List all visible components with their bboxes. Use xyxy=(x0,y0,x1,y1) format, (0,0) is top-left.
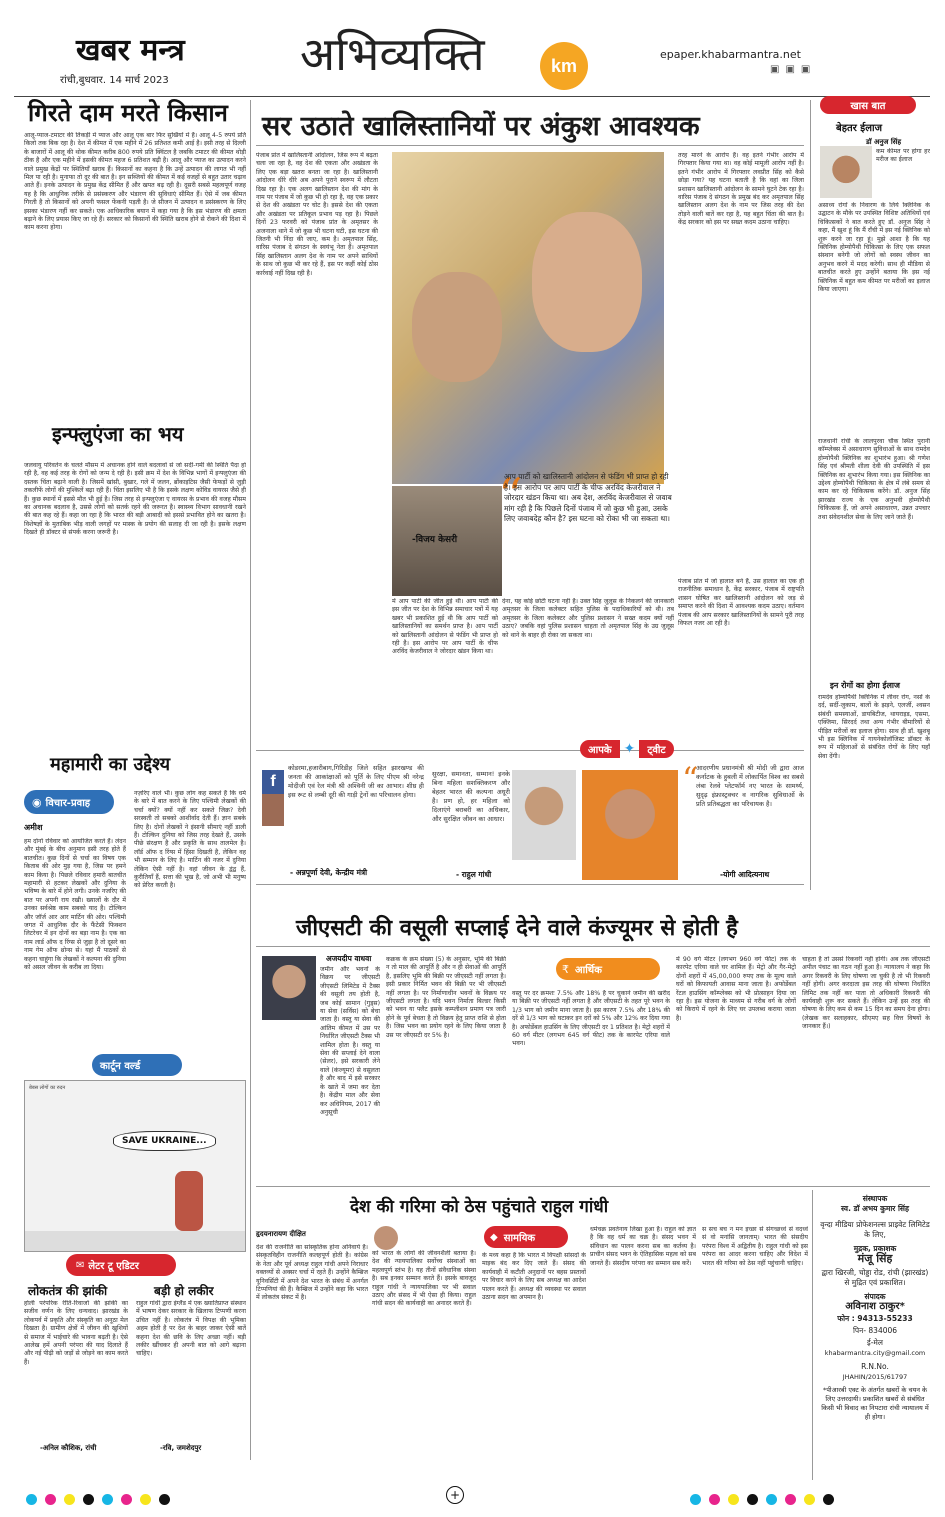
gst-col3: वस्तु पर दर क्रमशः 7.5% और 18% है पर चुकाने जमीन की खरीद या बिक्री पर जीएसटी नहीं लगता है और जीएसटी के तहत पूरे भवन के 1/3 भाग को जमीन माना जाता है। इस कारण 7.5% और 18% की दरें से 1/3 भाग को घटाकर इन दरों को 5% और 12% कर दिया गया है। अफोर्डेबल हाउसिंग के लिए जीएसटी दर 1 प्रतिशत है। मेट्रो शहरों में 60 वर्ग मीटर (लगभग 645 वर्ग फीट) तक के कारपेट एरिया वाले भवन। xyxy=(512,990,670,1048)
letters-header xyxy=(66,1254,176,1276)
imprint-printer-name: मंजू सिंह xyxy=(857,1252,893,1265)
cartoon-header xyxy=(92,1054,182,1076)
imprint-founder: स्व. डॉ अभय कुमार सिंह xyxy=(841,1204,909,1213)
imprint-editor-title: संपादक xyxy=(864,1292,886,1301)
section-title: अभिव्यक्ति xyxy=(300,27,485,81)
tweet3-author: -योगी आदित्यनाथ xyxy=(720,870,770,879)
imprint-publisher: वृन्दा मीडिया प्रोफेशनल्स प्राइवेट लिमिटेड के लिए, xyxy=(820,1220,930,1239)
imprint-note: *पीआरबी एक्ट के अंतर्गत खबरों के चयन के लिए उत्तरदायी। प्रकाशित खबरों से संबंधित किसी भी विवाद का निपटारा रांची न्यायालय में ही होगा। xyxy=(821,1386,929,1421)
tweet2-text: सुरक्षा, समानता, सम्मान! इनके बिना महिला सशक्तिकरण और बेहतर भारत की कल्पना अधूरी है। प्रण हो, हर महिला को दिलाएंगे बराबरी का अधिकार, और सुरक्षित जीवन का आधार। xyxy=(432,770,510,823)
gst-col5: चाहता है तो उससे रिकवरी नहीं होगी। अब तक जीएसटी अपील पंचाट का गठन नहीं हुआ है। न्यायालय ने कहा कि अगर रिकवरी के लिए घोषणा जा चुकी है तो भी रिकवरी नहीं होगी। अगर करदाता इस तरह की घोषणा निर्धारित लिमिट तक नहीं कर पाता तो अधिकारी रिकवरी की कार्यवाही शुरू कर सकते हैं। लेकिन उन्हें इस तरह की घोषणा के लिए कम से कम 15 दिन का समय देना होगा। (लेखक कर सलाहकार, सीएमए सह वित्त विषयों के जानकार हैं।) xyxy=(802,956,930,1031)
imprint-email[interactable]: khabarmantra.city@gmail.com xyxy=(824,1349,926,1357)
registration-mark-icon: + xyxy=(446,1486,464,1504)
main-quote xyxy=(498,468,674,592)
imprint-header: संस्थापक xyxy=(862,1194,888,1203)
rahul-col2: को भारत के लोगों की जीवनशैली बताया है। देश की न्यायपालिका सर्वोच्च संस्थाओं का महत्वपूर्ण स्तंभ है। यह तीनों संवैधानिक संस्था है। सब इनका सम्मान करते हैं। इसके बावजूद राहुल गांधी ने न्यायपालिका पर भी सवाल उठाए और संसद में भी ऐसा ही किया। राहुल गांधी सदन की कार्यवाही का अनादर करते हैं। xyxy=(372,1250,476,1308)
tweet1-author: - अन्नपूर्णा देवी, केन्द्रीय मंत्री xyxy=(290,868,368,877)
dateline: रांची,बुधवार. 14 मार्च 2023 xyxy=(60,75,169,86)
sidebar-body: असाध्य रोगों के निवारण के लिये क्लिनिक के उद्घाटन के मौके पर उपस्थित विशिष्ट अतिथियों एवं चिकित्सकों ने बात करते हुए डॉ. अनुज सिंह ने कहा, मैं खुश हूं कि मैं राँची में इस नई क्लिनिक को शुरू करने जा रहा हूं। मुझे आशा है कि यह क्लिनिक होम्योपैथी चिकित्सा के लिए एक सफल संस्थान बनेगी जो लोगों को स्वस्थ जीवन का अनुभव करने में मदद करेगी। साथ ही मीडिया से बातचीत करते हुए उन्होंने बताया कि इस नई क्लिनिक में बहुत कम कीमत पर मरीजों का इलाज किया जाएगा। xyxy=(818,202,930,294)
sidebar-header xyxy=(820,96,916,114)
gst-bottom-rule xyxy=(256,1186,930,1187)
mail-icon: ✉ xyxy=(76,1259,85,1271)
paper-name: खबर मन्त्र xyxy=(76,33,185,68)
gst-title: जीएसटी की वसूली सप्लाई देने वाले कंज्यूमर से होती है xyxy=(296,916,738,941)
right-col-rule xyxy=(810,100,811,890)
rahul-col3: के मध्य कहा है कि भारत में विपक्षी सांसदों के माइक बंद कर दिए जाते हैं। संसद की कार्यवाही में कटौती अनुदानों पर बहस प्रस्तावों पर विचार करने के लिए सब अध्यक्ष का आदेश पालन करते हैं। अध्यक्ष की व्यवस्था पर सवाल उठाना सदन का अपमान है। xyxy=(482,1252,586,1302)
imprint-rni-number: JHAHIN/2015/61797 xyxy=(842,1373,908,1381)
economy-label: आर्थिक xyxy=(575,965,602,976)
editorial1-body: आलू-प्याज-टमाटर की तिकड़ी में प्याज और आलू एक बार फिर सुर्खियों में हैं। आलू 4-5 रुपये प्रति किलो तक बिक रहा है। देश में कीमत में एक महीने में 26 प्रतिशत कमी आई है। इसी तरह से दिल्ली के बाजारों में आलू की थोक कीमत करीब 800 रुपये प्रति क्विंटल है जबकि टमाटर की कीमत थोड़ी ठीक है और एक महीने में इसकी कीमत महज 6 प्रतिशत बढ़ी है। आलू और प्याज का उत्पादन करने वाले प्रमुख केंद्रों पर स्थितियाँ खराब हैं। किसानों का कहना है कि उन्हें उत्पादन की लागत भी नहीं मिल पा रही है। मुनाफा तो दूर की बात है। इन सब्जियों की कीमत में कई वजहों से बहुत उतार चढ़ाव आते हैं। इनके उत्पादन के प्रमुख केंद्र सीमित हैं और खपत बढ़ रही है। दूसरी सबसे महत्वपूर्ण वजह यह है कि आधुनिक तरीके से प्रसंस्करण और भंडारण की सुविधाएं सीमित हैं। ऐसे में जब कीमत गिरती है तो किसानों को अपनी फसल फेंकनी पड़ती है। जे सीजन में उत्पादन व प्रसंस्करण के लिए इसका भंडारण नहीं कर सकते। एक आधिकारिक बयान में कहा गया है कि इस भंडारण की क्षमता बढ़ाने के लिए प्रयास किए जा रहे हैं। सरकार को किसानों की स्थिति खराब होने से रोकने की दिशा में काम करना होगा। xyxy=(24,132,246,232)
letter1-author: -अनिल कौशिक, रांची xyxy=(40,1444,97,1452)
gst-col2: कक्रक के क्रम संख्या (5) के अनुसार, भूमि की बिक्री न तो माल की आपूर्ति है और न ही सेवाओं की आपूर्ति है, इसलिए भूमि की बिक्री पर जीएसटी नहीं लगता है। इसी प्रकार निर्मित भवन की बिक्री पर भी जीएसटी नहीं लगता है। पर निर्माणाधीन भवनों के विक्रय पर जीएसटी लगता है। यदि भवन निर्माता बिल्डर किसी को भवन या फ्लैट इसके कम्प्लीशन प्रमाण पत्र जारी होने के पूर्व बेचता है तो विक्रय हेतु प्राप्त राशि से होता है। जिस भवन का प्रयोग रहने के लिए किया जाता है उस पर जीएसटी दर 5% है। xyxy=(386,956,506,1039)
samayik-badge xyxy=(484,1226,568,1248)
tweets-left: आपके xyxy=(580,740,620,758)
registration-dots-right xyxy=(690,1490,842,1509)
yogi-photo xyxy=(582,770,678,880)
main-col3: देना, यह कोई छोटी घटना नहीं है। उक्त सिंह जुलूस के निकलने की जानकारी अमृतसर के जिला कलेक्टर सहित पुलिस के पदाधिकारियों को थी। तब अमृतसर के जिला कलेक्टर और पुलिस प्रशासन ने सख्त कदम क्यों नहीं उठाए? जबकि वहां पुलिस प्रशासन चाहता तो अमृतपाल सिंह के उग्र जुलूस को थाने के बाहर ही रोका जा सकता था। xyxy=(502,598,674,639)
main-author: -विजय केसरी xyxy=(412,535,458,545)
sidebar-subhead-2: इन रोगों का होगा ईलाज xyxy=(830,681,900,690)
tweet3-text: आदरणीय प्रधानमंत्री श्री मोदी जी द्वारा आज कर्नाटक के हुबली में लोकार्पित विश्व का सबसे लंबा रेलवे प्लेटफॉर्म नए भारत के सामर्थ्य, सुदृढ़ इंफ्रास्ट्रक्चर व नागरिक सुविधाओं के प्रति प्रतिबद्धता का परिचायक है। xyxy=(696,764,804,808)
vichar-body: हम दोनों रविवार को आयोजित करते हैं। लंदन और मुंबई के बीच अनुमान इसी तरह होते हैं बातचीत। कुछ दिनों से चर्चा का विषय एक किताब की ओर मुड़ गया है, जिस पर हमने काम किया है। पिछले रविवार हमारी बातचीत महामारी से हटकर लेखकों और दुनिया के भविष्य के बारे में होने लगी। उनके नजरिए की बात पर अपनी राय रखी। ख्यालों के दौर में उनका सर्वश्रेष्ठ काम सबको याद है। टोल्किन और जॉर्ज आर आर मार्टिन की ओर। पश्चिमी जगत में आधुनिक दौर के फैंटेसी फिक्शन लिटरेचर में इन दोनों का बड़ा नाम है। एक का नाम लार्ड ऑफ द रिंग्स से जुड़ा है तो दूसरे का नाम गेम ऑफ थ्रोन्स से। यहां मैं पाठकों से कहना चाहूंगा कि लेखकों ने कल्पना की दुनिया को असल जीवन के करीब ला दिया। xyxy=(24,838,126,972)
tweet1-text: कोडरमा,हजारीबाग,गिरिडीह जिले सहित झारखण्ड की जनता की आकांक्षाओं को पूर्ति के लिए पीएम श्री नरेन्द्र मोदीजी एवं रेल मंत्री श्री अश्विनी जी का आभार। शीघ्र ही इस रूट से लम्बी दूरी की गाड़ी ट्रेनों का परिचालन होगा। xyxy=(288,764,424,799)
main-col4: में आप पार्टी की जीत हुई थी। आप पार्टी की इस जीत पर देश के विभिन्न समाचार पत्रों में यह खबर भी प्रकाशित हुई थी कि आप पार्टी को खालिस्तानियों का समर्थन प्राप्त है। आप पार्टी को खालिस्तानी आंदोलन से फंडिंग भी प्राप्त हो रही है। इस आरोप पर आप पार्टी के चीफ अरविंद केजरीवाल ने जोरदार खंडन किया था। xyxy=(392,598,498,656)
letters-label: लेटर टू एडिटर xyxy=(88,1261,139,1272)
main-title-rule xyxy=(256,145,804,146)
letter1-title: लोकतंत्र की झांकी xyxy=(28,1284,108,1298)
rahul-col4: धर्मचक्र प्रवर्तनाय लिखा हुआ है। राहुल को ज्ञात है कि वह धर्म का चक्र है। संसद भवन में संविधान का पालन करना सब का कर्तव्य है। प्राचीन संसद भवन के ऐतिहासिक महत्व को सब जानते हैं। संसदीय परंपरा का सम्मान सब करें। xyxy=(590,1226,696,1267)
tweets-bottom-rule xyxy=(256,884,804,885)
rahul-col1: देश की राजनीति का सांस्कृतिक होना अनिवार्य है। संस्कृतविहीन राजनीति कलहपूर्ण होती है। कांग्रेस के नेता और पूर्व अध्यक्ष राहुल गांधी अपने निराधार वक्तव्यों से अक्सर चर्चा में रहते हैं। उन्होंने कैम्ब्रिज यूनिवर्सिटी में अपने देश भारत के संबंध में अनर्गल टिप्पणियां की हैं। कैम्ब्रिज में उन्होंने कहा कि भारत में लोकतंत्र संकट में है। xyxy=(256,1244,368,1302)
left-col-rule xyxy=(250,100,251,1460)
imprint-address: द्वारा खिरजी, चोड्डा रोड, रांची (झारखंड) से मुद्रित एवं प्रकाशित। xyxy=(821,1268,929,1287)
gst-col4: में 90 वर्ग मीटर (लगभग 960 वर्ग फीट) तक के कारपेट एरिया वाले घर शामिल हैं। मेट्रो और गैर-मेट्रो दोनों शहरों में 45,00,000 रुपए तक के मूल्य वाले घरों को किफायती आवास माना जाता है। अफोर्डेबल रेंटल हाउसिंग कॉम्प्लेक्स को भी प्रोत्साहन दिया जा रहा है। इस योजना के माध्यम से गरीब वर्ग के लोगों को किराये में रहने के लिए घर उपलब्ध कराया जाता है। xyxy=(676,956,796,1022)
quote-text: आप पार्टी को खालिस्तानी आंदोलन से फंडिंग भी प्राप्त हो रही है। इस आरोप पर आप पार्टी के चीफ अरविंद केजरीवाल ने जोरदार खंडन किया था। अब देश, अरविंद केजरीवाल से जवाब मांग रही है कि पिछले दिनों पंजाब में जो कुछ भी हुआ, उसके लिए जवाबदेह कौन है? इस घटना को रोका भी जा सकता था। xyxy=(504,472,672,523)
imprint-pin: पिन- 834006 xyxy=(852,1326,898,1335)
face-right xyxy=(532,212,642,352)
letter2-title: बड़ी हो लकीर xyxy=(154,1284,214,1298)
imprint-printer-title: मुद्रक, प्रकाशक xyxy=(853,1244,897,1253)
tweet2-author: - राहुल गांधी xyxy=(456,870,492,879)
main-col5: पंजाब प्रांत में जो हालात बने हैं, उस हालात का एक ही राजनीतिक समाधान है, केंद्र सरकार, पंजाब में राष्ट्रपति शासन घोषित कर खालिस्तानी आंदोलन को जड़ से समाप्त करने की दिशा में आवश्यक कदम उठाए। वर्तमान पंजाब की आप सरकार खालिस्तानियों के सामने पूरी तरह विफल नजर आ रही है। xyxy=(678,578,804,628)
editorial2-body: जलवायु परिवर्तन के चलते मौसम में अचानक होने वाले बदलावों से जो सर्दी-गर्मी की स्थिति पैदा हो रही है, वह कई तरह के रोगों को जन्म दे रही है। इसी क्रम में देश के विभिन्न भागों में इन्फ्लुएंजा की दस्तक चिंता बढ़ाने वाली है। जिसमें खांसी, बुखार, गले में जलन, ब्रोंकाइटिस जैसी फेफड़ों से जुड़ी तकलीफें लोगों की मुश्किलें बढ़ा रही हैं। चिंता इसलिए भी है कि इसके लक्षण कोविड वायरस जैसे ही हैं। कुछ स्थानों में इससे मौत भी हुई है। जिस तरह से इन्फ्लुएंजा ए वायरस के प्रभाव की वजह मौसम का अचानक बदलाव है, उससे लोगों को सतर्क रहने की जरूरत है। स्वास्थ्य विभाग सावधानी रखने की बात कह रहे हैं। कहा जा रहा है कि भारत की बड़ी आबादी को इससे प्रभावित होने का खतरा है। विशेषज्ञों के मुताबिक भीड़ वाली जगहों पर मास्क के प्रयोग की सलाह दी जा रही है। इसके लक्षण दिखते ही डॉक्टर से संपर्क करना जरूरी है। xyxy=(24,462,246,537)
letter2-body: राहुल गांधी द्वारा इंग्लैंड में एक ख्यातिप्राप्त संस्थान में भाषण देकर सरकार के खिलाफ टिप्पणी करना उचित नहीं है। लोकतंत्र में विपक्ष की भूमिका अहम होती है पर देश के बाहर जाकर ऐसी बातें कहना देश की छवि के लिए अच्छा नहीं। बड़ी लकीर खींचकर ही अपनी बात को आगे बढ़ाना चाहिए। xyxy=(136,1300,246,1358)
rupee-icon: ₹ xyxy=(562,962,569,976)
tweets-header xyxy=(580,740,740,758)
cartoon-caption: बेबस लोगों का रुदन xyxy=(29,1085,66,1091)
gst-col1: जमीन और भवनों के विक्रय पर जीएसटी जीएसटी लिमिटेड में टैक्स की वसूली तय होती है, जब कोई सामान (गुड्स) या सेवा (सर्विस) को बेचा जाता है। वस्तु या सेवा की आंतिम कीमत में उस पर निर्धारित जीएसटी टैक्स भी शामिल होता है। वस्तु या सेवा की सप्लाई देने वाला (सेलर), इसे सरकारी लेने वाले (कंज्यूमर) से वसूलता है और बाद में इसे सरकार के खाते में जमा कर देता है। केंद्रीय माल और सेवा कर अधिनियम, 2017 की अनुसूची xyxy=(320,966,380,1116)
kejriwal-photo xyxy=(392,152,664,484)
vichar-header xyxy=(24,790,114,814)
sidebar-body-3: रामदेव होम्योपैथी क्लिनिक में लीवर रोग, नसों के दर्द, सर्दी-जुकाम, बालों के झड़ने, एलर्जी, श्वसन संबंधी समस्याओं, डायबिटीज, थायराइड, एसमा, एक्जिमा, सिरदर्द तथा अन्य गंभीर बीमारियों से पीड़ित मरीजों का इलाज होगा। साथ ही डॉ. खुशबू भी इस क्लिनिक में गायनेकोलॉजिस्ट डॉक्टर के रूप में महिलाओं से संबंधित रोगों के लिए यहाँ सेवा देंगी। xyxy=(818,694,930,760)
face-left xyxy=(412,272,502,382)
samayik-icon: ◆ xyxy=(490,1231,498,1243)
sidebar-body-2: राजधानी रांची के लालपुरवा चौक स्थित पुरानी काॅम्प्लेक्स में असाधारण सुविधाओं के साथ रामदेव होम्योपैथी क्लिनिक का शुभारंभ हुआ। श्री गणेश सिंह एवं श्रीमती शीला देवी की उपस्थिति में इस क्लिनिक का शुभारंभ किया गया। इस क्लिनिक का उद्देश्य होम्योपैथी चिकित्सा के क्षेत्र में लंबे समय से काम कर रहे चिकित्सक करेंगे। डॉ. अनुज सिंह झारखंड राज्य के एक अनुभवी होम्योपैथी चिकित्सक हैं, जो अपने असाधारण, उन्नत उपचार तथा संवेदनशील सेवा के लिए जाने जाते हैं। xyxy=(818,438,930,521)
letter1-body: होली परंपरिक रीति-रिवाजों की झांकी का सजीव वर्णन के लिए धन्यवाद। झारखंड के लोकपर्व में प्रकृति और संस्कृति का अनूठा मेल दिखता है। ग्रामीण क्षेत्रों में जीवन की खुशियों से समाज में भाईचारे की भावना बढ़ती है। ऐसे आलेख हमें अपनी परंपरा की याद दिलाते हैं और नई पीढ़ी को जड़ों से जोड़ने का काम करते हैं। xyxy=(24,1300,128,1366)
editorial2-title: इन्फ्लुएंजा का भय xyxy=(52,422,184,446)
cartoon-ground xyxy=(25,1231,245,1251)
imprint-email-label: ई-मेल xyxy=(867,1338,883,1347)
rahul-photo xyxy=(512,770,576,860)
annapurna-photo xyxy=(262,794,284,826)
imprint-box xyxy=(818,1194,932,1478)
sidebar-subhead: बेहतर ईलाज xyxy=(836,123,882,134)
registration-dots-left xyxy=(26,1490,178,1509)
cartoon-figure xyxy=(175,1171,203,1231)
km-logo: km xyxy=(540,42,588,90)
facebook-icon: f xyxy=(262,770,284,794)
tweets-right: ट्वीट xyxy=(639,740,673,758)
gst-author: अजयदीप वाधवा xyxy=(326,954,372,963)
rahul-col5: स सच बच न मन इच्छा से संगच्छध्वं सं वदध्वं सं वो मनांसि जानताम्। भारत की संसदीय परंपरा विश्व में अद्वितीय है। राहुल गांधी को इस परंपरा का आदर करना चाहिए और विदेश में भारत की गरिमा को ठेस नहीं पहुंचानी चाहिए। xyxy=(702,1226,808,1267)
main-col1: पंजाब प्रांत में खालिस्तानी आंदोलन, जिस रूप में बढ़ता चला जा रहा है, वह देश की एकता और अखंडता के लिए एक बड़ा खतरा बनता जा रहा है। खालिस्तानी आंदोलन धीरे धीरे अब अपने पुराने स्वरूप में लौटता दिख रहा है। एक अलग खालिस्तान देश की मांग के नाम पर पंजाब में जो कुछ भी हो रहा है, वह एक प्रकार से देश की अखंडता पर चोट है। इससे देश की एकता और अखंडता पर प्रतिकूल प्रभाव पड़ रहा है। पिछले दिनों 23 फरवरी को पंजाब प्रांत के अमृतसर के अजनाला थाने में जो कुछ भी घटना घटी, इस घटना की जितनी भी निंदा की जाए, कम है। अमृतपाल सिंह, वारिस पंजाब दे संगठन के स्वयंभू नेता हैं। अमृतपाल सिंह खालिस्तान अलग देश के नाम पर अपने साथियों के साथ जो कुछ भी कर रहे हैं, इस पर कहीं कोई ठोस कार्रवाई नहीं दिख रही है। xyxy=(256,152,378,277)
gst-title-rule xyxy=(256,946,930,947)
speech-bubble: SAVE UKRAINE... xyxy=(113,1131,216,1151)
economy-badge xyxy=(556,958,660,980)
imprint-phone: फोन : 94313-55233 xyxy=(837,1314,913,1323)
main-col2: तरह मारने के आरोप हैं। वह इतने गंभीर आरोप में गिरफ्तार किया गया था। वह कोई मामूली आरोप नहीं है। इतने गंभीर आरोप में गिरफ्तार लवप्रीत सिंह को कैसे छोड़ा गया? यह घटना बताती है कि वहां का जिला प्रशासन खालिस्तानी आंदोलन के सामने घुटने टेक रहा है। वारिस पंजाब दे संगठन के प्रमुख बंद कर अमृतपाल सिंह खालिस्तान अलग देश के नाम पर जिस तरह की देश तोड़ने वाली बातें कर रहा है, यह बहुत चिंता की बात है। केंद्र सरकार को इस पर सख्त कदम उठाना चाहिए। xyxy=(678,152,804,227)
doctor-name: डॉ अनुज सिंह xyxy=(866,138,902,146)
cartoon-image xyxy=(24,1080,246,1252)
vichar-label: विचार-प्रवाह xyxy=(45,798,91,809)
samayik-label: सामयिक xyxy=(503,1233,536,1244)
letter2-author: -रवि, जमशेदपुर xyxy=(160,1444,202,1452)
epaper-url[interactable]: epaper.khabarmantra.net xyxy=(660,48,801,61)
imprint-rule xyxy=(812,1190,813,1480)
vichar-author: अमीश xyxy=(24,823,43,832)
quote-mark-icon: “ xyxy=(498,468,523,524)
social-icons: ▣▣▣ xyxy=(770,64,817,75)
sidebar-intro: कम कीमत पर होगा हर मरीज का ईलाज xyxy=(876,148,930,164)
twitter-icon: ✦ xyxy=(623,741,636,757)
editorial1-title: गिरते दाम मरते किसान xyxy=(28,99,228,127)
editorial3-title: महामारी का उद्देश्य xyxy=(50,754,171,775)
sidebar-label: खास बात xyxy=(850,101,886,112)
main-title: सर उठाते खालिस्तानियों पर अंकुश आवश्यक xyxy=(262,111,700,142)
quote-mark-icon-2: “ xyxy=(682,760,699,798)
rahul-title: देश की गरिमा को ठेस पहुंचाते राहुल गांधी xyxy=(350,1197,609,1217)
rahul-author-photo xyxy=(374,1226,398,1250)
globe-icon: ◉ xyxy=(32,795,42,809)
masthead xyxy=(0,0,945,100)
doctor-photo xyxy=(820,146,872,198)
imprint-editor-name: अविनाश ठाकुर* xyxy=(845,1301,905,1312)
cartoon-label: कार्टून वर्ल्ड xyxy=(100,1061,141,1072)
vichar-body-2: नज़रिए वाले भी। कुछ लोग कह सकते हैं कि धर्म के बारे में बात करने के लिए पश्चिमी लेखकों की चर्चा क्यों? क्यों नहीं कर सकते जिक्र? देवी सरस्वती तो सबको आशीर्वाद देती हैं। ज्ञान सबके लिए है। दोनों लेखकों ने इंसानी सीमाएं नहीं डाली हैं। टोल्किन दुनिया को जिस तरह देखते हैं, उसके पीछे संरक्षण है और प्रकृति के साथ तालमेल है। लॉर्ड ऑफ द रिंग्स में हिंसा दिखती है, लेकिन वह भी सम्मान के लिए है। मार्टिन की नजर में दुनिया लेकिन ऐसी नहीं है। वहां जीवन के द्वंद्व हैं, कुरीतियाँ हैं, सत्ता की भूख है, जो अभी भी मनुष्य को प्रेरित करती है। xyxy=(134,790,246,890)
rahul-author: हृदयनारायण दीक्षित xyxy=(256,1230,306,1238)
imprint-rni: R.N.No. xyxy=(861,1362,889,1371)
